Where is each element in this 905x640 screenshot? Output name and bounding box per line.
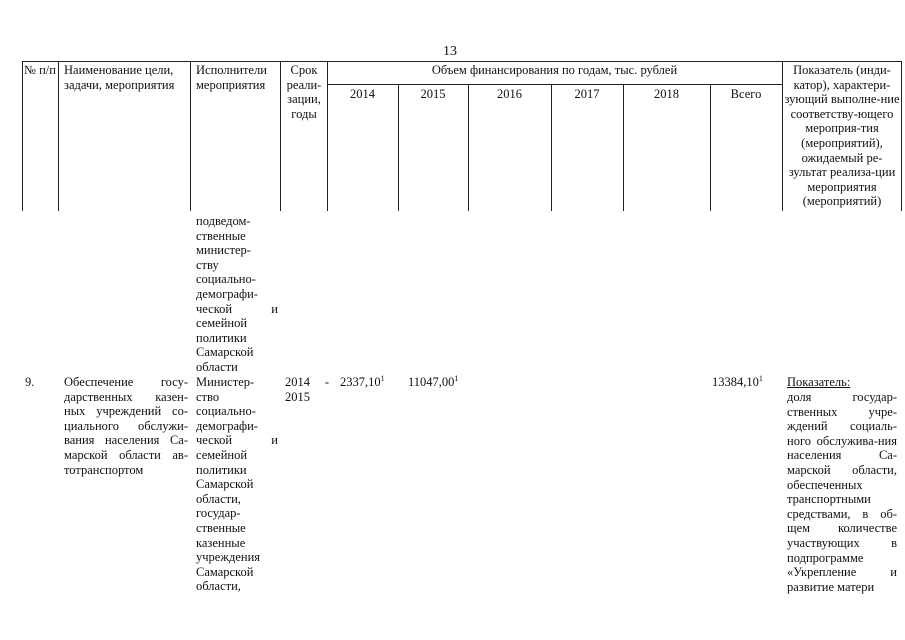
col-indicator-header: Показатель (инди-катор), характери-зующий выполне-ние соответству-ющего мероприя-тия (мероприятий), ожидаемый ре-зультат реализа-ции мероприятия (мероприятий) [784, 63, 900, 209]
activity-name: Обеспечение госу-дарственных казен-ных учреждений со-циального обслужи-вания населения Са-марской области ав-тотранспортом [64, 375, 188, 477]
col-term-header: Срок реали-зации, годы [286, 63, 322, 121]
value-2014: 2337,10$^1$ [340, 374, 385, 389]
year-2017-header: 2017 [574, 87, 600, 101]
col-name-header: Наименование цели, задачи, мероприятия [64, 63, 175, 92]
page-number: 13 [443, 44, 457, 59]
col-executors-header: Исполнители мероприятия [196, 63, 267, 92]
year-2015-header: 2015 [420, 87, 446, 101]
indicator-label: Показатель: [787, 375, 851, 389]
continuation-executors: подведом- ственные министер- ству социально- демографи- ческой и семейной политики Самарской области [196, 214, 278, 374]
years-rule [327, 84, 782, 85]
term-years: 2014 - 2015 [285, 375, 329, 404]
value-total: 13384,10$^1$ [712, 374, 763, 389]
value-2015: 11047,00$^1$ [408, 374, 459, 389]
table-header [22, 61, 902, 211]
financing-group-header: Объем финансирования по годам, тыс. рублей [431, 63, 678, 77]
year-2014-header: 2014 [350, 87, 375, 101]
indicator-text: доля государ-ственных учре-ждений социаль-ного обслужива-ния населения Са-марской области, обеспеченных транспортными средствами, в об-щем количестве участвующих в подпрограмме «Укрепление и развитие матери [787, 390, 897, 594]
col-num-header: № п/п [24, 63, 56, 77]
row-number: 9. [25, 375, 35, 389]
row-executors: Министер- ство социально- демографи- ческой и семейной политики Самарской области, государ- ственные казенные учреждения Самарской области, [196, 375, 278, 594]
year-2018-header: 2018 [654, 87, 679, 101]
header-top-rule [22, 61, 902, 62]
year-2016-header: 2016 [497, 87, 522, 101]
total-header: Всего [730, 87, 762, 101]
